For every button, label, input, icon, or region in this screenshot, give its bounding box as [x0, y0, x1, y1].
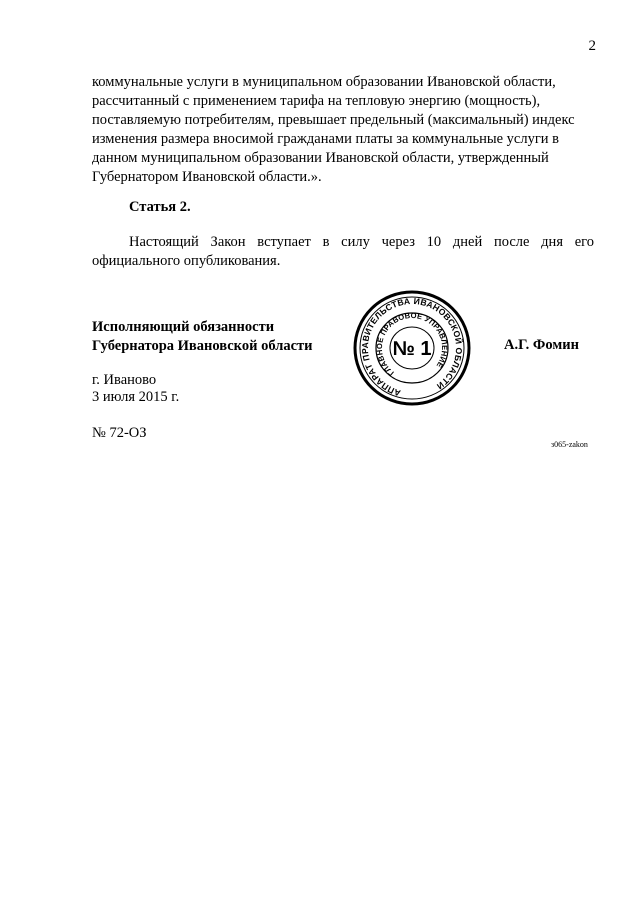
- body-line: Губернатором Ивановской области.».: [92, 169, 322, 185]
- body-line: поставляемую потребителям, превышает предельный (максимальный) индекс: [92, 112, 575, 128]
- page-number: 2: [588, 38, 596, 54]
- seal-inner-text: ГЛАВНОЕ ПРАВОВОЕ УПРАВЛЕНИЕ: [374, 310, 450, 378]
- body-line: рассчитанный с применением тарифа на тепловую энергию (мощность),: [92, 93, 541, 109]
- signer-title-line1: Исполняющий обязанности: [92, 319, 275, 335]
- body-line: изменения размера вносимой гражданами платы за коммунальные услуги в: [92, 131, 559, 147]
- body-text: [92, 73, 594, 187]
- signer-title-line2: Губернатора Ивановской области: [92, 338, 313, 354]
- place: г. Иваново: [92, 372, 157, 388]
- article-text: Настоящий Закон вступает в силу через 10 дней после дня его официального опубликования.: [92, 234, 594, 269]
- body-line: коммунальные услуги в муниципальном образовании Ивановской области,: [92, 74, 556, 90]
- body-line: данном муниципальном образовании Ивановской области, утвержденный: [92, 150, 549, 166]
- signer-name: А.Г. Фомин: [504, 337, 579, 353]
- official-seal: [352, 289, 472, 407]
- seal-outer-text: АППАРАТ ПРАВИТЕЛЬСТВА ИВАНОВСКОЙ ОБЛАСТИ: [359, 295, 465, 399]
- doc-code: з065-zakon: [551, 440, 588, 449]
- seal-number: № 1: [392, 338, 432, 360]
- date: 3 июля 2015 г.: [92, 389, 180, 405]
- article-title: Статья 2.: [129, 199, 191, 215]
- signer-title: [92, 318, 313, 356]
- law-number: № 72-ОЗ: [92, 425, 147, 441]
